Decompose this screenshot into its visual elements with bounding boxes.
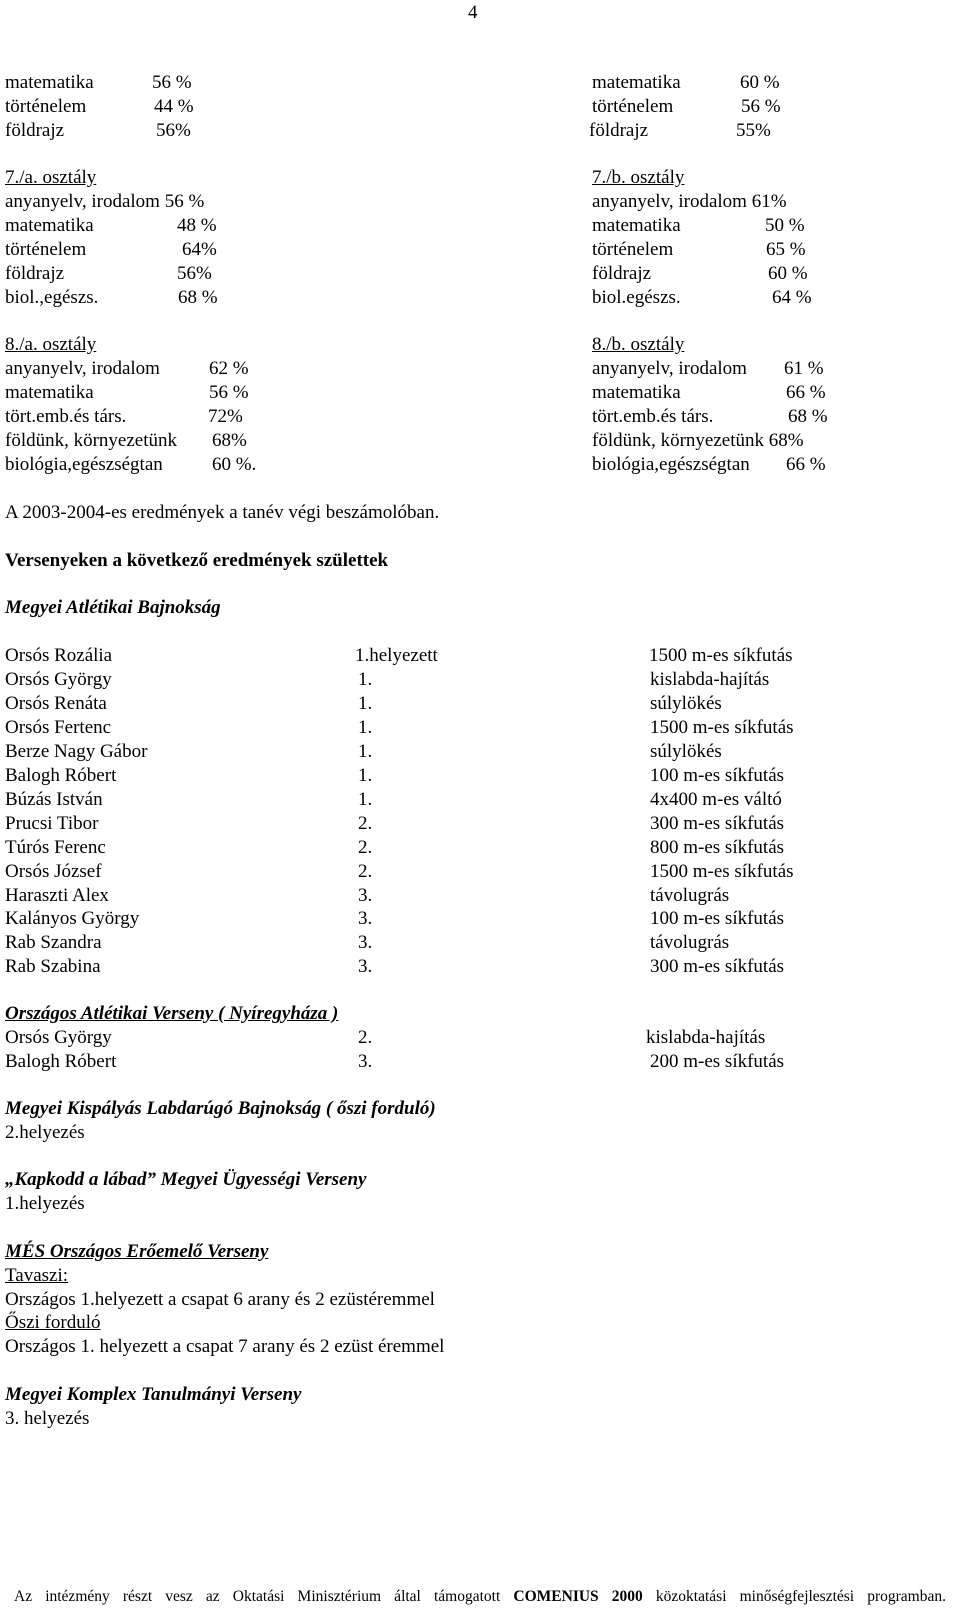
grade-value: 68 % (788, 406, 828, 427)
grade-value: 61 % (784, 358, 824, 379)
grade-value: 60 % (768, 263, 808, 284)
grade-subject: történelem (592, 96, 674, 117)
grade-subject: történelem (5, 96, 87, 117)
grade-subject: biol.egészs. (592, 287, 681, 308)
result-name: Orsós Renáta (5, 693, 107, 714)
result-name: Kalányos György (5, 908, 140, 929)
grade-subject: biol.,egészs. (5, 287, 99, 308)
result-event: kislabda-hajítás (646, 1027, 766, 1048)
competitions-heading: Versenyeken a következő eredmények születtek (5, 550, 389, 571)
section-title: Megyei Kispályás Labdarúgó Bajnokság ( őszi forduló) (5, 1098, 436, 1119)
grade-subject: matematika (592, 382, 681, 403)
result-place: 1.helyezett (355, 645, 438, 666)
section-title: Megyei Komplex Tanulmányi Verseny (5, 1384, 302, 1405)
section-result: 2.helyezés (5, 1122, 85, 1143)
grade-value: 44 % (154, 96, 194, 117)
grade-subject: biológia,egészségtan (592, 454, 750, 475)
grade-subject: anyanyelv, irodalom (592, 358, 747, 379)
grade-value: 65 % (766, 239, 806, 260)
result-place: 3. (358, 908, 373, 929)
result-event: 1500 m-es síkfutás (650, 861, 794, 882)
spring-label: Tavaszi: (5, 1265, 69, 1286)
result-place: 1. (358, 789, 373, 810)
result-place: 3. (358, 956, 373, 977)
result-place: 3. (358, 885, 373, 906)
result-event: 200 m-es síkfutás (650, 1051, 785, 1072)
section-title: MÉS Országos Erőemelő Verseny (5, 1241, 269, 1262)
grade-value: 55% (736, 120, 771, 141)
section-title: „Kapkodd a lábad” Megyei Ügyességi Verseny (5, 1169, 367, 1190)
summary-note: A 2003-2004-es eredmények a tanév végi beszámolóban. (5, 502, 440, 523)
result-event: súlylökés (650, 693, 722, 714)
grade-value: 64% (182, 239, 217, 260)
result-name: Orsós Fertenc (5, 717, 112, 738)
grade-value: 50 % (765, 215, 805, 236)
spring-result: Országos 1.helyezett a csapat 6 arany és 2 ezüstéremmel (5, 1289, 435, 1310)
result-event: 4x400 m-es váltó (650, 789, 782, 810)
grade-subject: földünk, környezetünk (5, 430, 178, 451)
result-place: 1. (358, 693, 373, 714)
result-place: 1. (358, 741, 373, 762)
result-name: Rab Szabina (5, 956, 101, 977)
result-name: Balogh Róbert (5, 1051, 117, 1072)
result-event: 800 m-es síkfutás (650, 837, 785, 858)
grade-value: 56% (156, 120, 191, 141)
grade-subject: földrajz (5, 263, 65, 284)
result-event: 100 m-es síkfutás (650, 908, 785, 929)
result-name: Berze Nagy Gábor (5, 741, 148, 762)
result-name: Orsós György (5, 669, 112, 690)
result-place: 3. (358, 932, 373, 953)
result-name: Orsós Rozália (5, 645, 113, 666)
grade-value: 66 % (786, 382, 826, 403)
result-place: 2. (358, 813, 373, 834)
result-place: 1. (358, 765, 373, 786)
autumn-label: Őszi forduló (5, 1312, 101, 1333)
footer-text: Az intézmény részt vesz az Oktatási Minisztérium által támogatott (14, 1588, 514, 1605)
grade-subject: tört.emb.és társ. (5, 406, 127, 427)
result-event: távolugrás (650, 932, 730, 953)
grade-subject: matematika (592, 72, 681, 93)
result-name: Orsós József (5, 861, 102, 882)
result-event: távolugrás (650, 885, 730, 906)
section-result: 1.helyezés (5, 1193, 85, 1214)
result-name: Balogh Róbert (5, 765, 117, 786)
section-result: 3. helyezés (5, 1408, 90, 1429)
result-name: Búzás István (5, 789, 103, 810)
grade-value: 60 % (740, 72, 780, 93)
result-place: 1. (358, 669, 373, 690)
grade-value: 68 % (178, 287, 218, 308)
grade-subject: tört.emb.és társ. (592, 406, 714, 427)
grade-subject: anyanyelv, irodalom 61% (592, 191, 787, 212)
grade-subject: anyanyelv, irodalom 56 % (5, 191, 205, 212)
grade-subject: földrajz (592, 263, 652, 284)
grade-subject: történelem (592, 239, 674, 260)
grade-subject: anyanyelv, irodalom (5, 358, 160, 379)
footer-text-end: közoktatási minőségfejlesztési programban. (642, 1588, 946, 1605)
result-place: 2. (358, 1027, 373, 1048)
grade-value: 48 % (177, 215, 217, 236)
result-event: 1500 m-es síkfutás (649, 645, 793, 666)
class-heading: 8./b. osztály (592, 334, 685, 355)
grade-value: 72% (208, 406, 243, 427)
grade-value: 62 % (209, 358, 249, 379)
grade-subject: matematika (5, 72, 94, 93)
grade-subject: történelem (5, 239, 87, 260)
class-heading: 8./a. osztály (5, 334, 97, 355)
page-footer (14, 1588, 946, 1606)
grade-value: 56% (177, 263, 212, 284)
grade-subject: matematika (592, 215, 681, 236)
grade-subject: földrajz (589, 120, 649, 141)
result-place: 2. (358, 837, 373, 858)
section-title: Megyei Atlétikai Bajnokság (5, 597, 221, 618)
grade-value: 56 % (152, 72, 192, 93)
grade-value: 56 % (741, 96, 781, 117)
result-place: 3. (358, 1051, 373, 1072)
grade-subject: földrajz (5, 120, 65, 141)
result-name: Haraszti Alex (5, 885, 109, 906)
autumn-result: Országos 1. helyezett a csapat 7 arany és 2 ezüst éremmel (5, 1336, 445, 1357)
grade-value: 64 % (772, 287, 812, 308)
result-event: 100 m-es síkfutás (650, 765, 785, 786)
grade-subject: matematika (5, 382, 94, 403)
result-name: Rab Szandra (5, 932, 102, 953)
grade-value: 60 %. (212, 454, 257, 475)
result-event: 300 m-es síkfutás (650, 956, 785, 977)
result-name: Prucsi Tibor (5, 813, 99, 834)
grade-value: 68% (212, 430, 247, 451)
class-heading: 7./a. osztály (5, 167, 97, 188)
result-event: súlylökés (650, 741, 722, 762)
class-heading: 7./b. osztály (592, 167, 685, 188)
grade-value: 56 % (209, 382, 249, 403)
grade-value: 66 % (786, 454, 826, 475)
grade-subject: földünk, környezetünk 68% (592, 430, 804, 451)
section-title: Országos Atlétikai Verseny ( Nyíregyháza ) (5, 1003, 339, 1024)
grade-subject: matematika (5, 215, 94, 236)
result-name: Túrós Ferenc (5, 837, 106, 858)
page-number: 4 (468, 2, 478, 23)
result-name: Orsós György (5, 1027, 112, 1048)
result-event: 300 m-es síkfutás (650, 813, 785, 834)
result-event: 1500 m-es síkfutás (650, 717, 794, 738)
footer-program-name: COMENIUS 2000 (513, 1588, 643, 1605)
grade-subject: biológia,egészségtan (5, 454, 163, 475)
result-event: kislabda-hajítás (650, 669, 770, 690)
result-place: 1. (358, 717, 373, 738)
result-place: 2. (358, 861, 373, 882)
